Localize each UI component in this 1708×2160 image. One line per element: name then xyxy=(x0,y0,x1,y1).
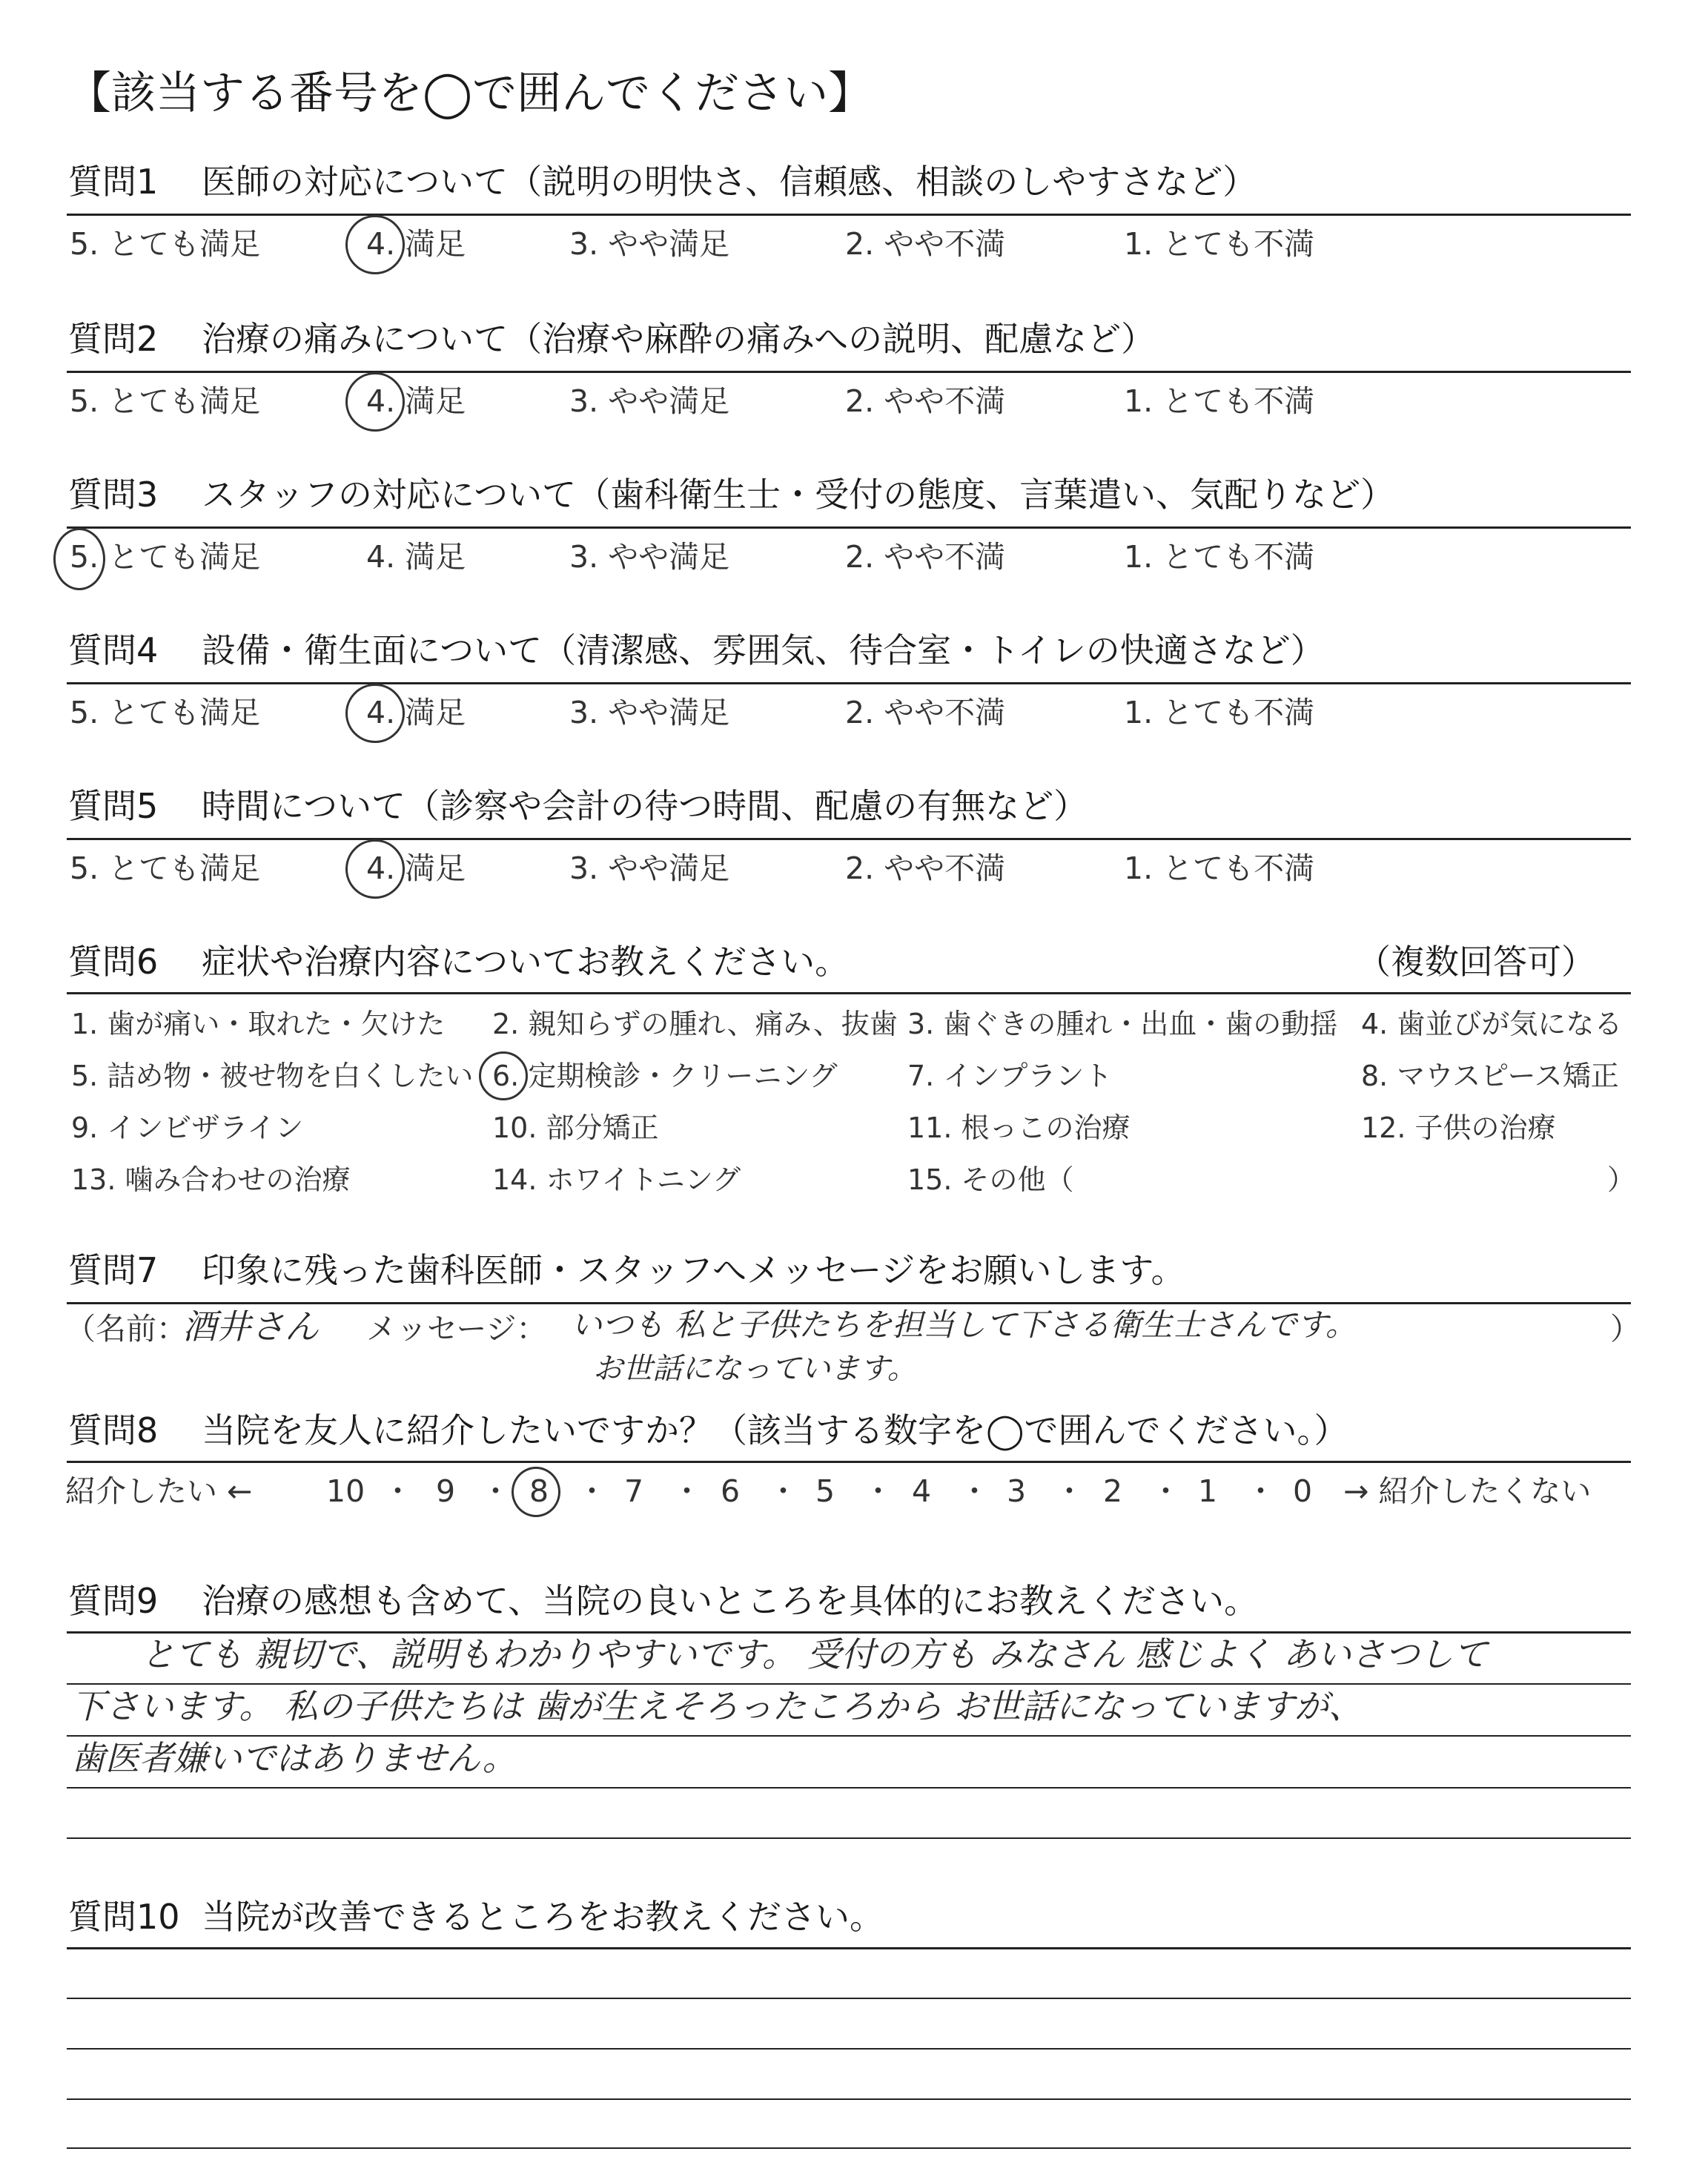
q1-option-3[interactable]: 3. やや満足 xyxy=(569,226,730,262)
q10-label: 質問10 xyxy=(68,1897,180,1937)
q8-selection-circle xyxy=(512,1467,560,1517)
q8-dot: ・ xyxy=(768,1473,798,1509)
q6-item-8[interactable]: 8. マウスピース矯正 xyxy=(1361,1060,1619,1092)
q6-item-4[interactable]: 4. 歯並びが気になる xyxy=(1361,1008,1623,1040)
q7-text: 印象に残った歯科医師・スタッフへメッセージをお願いします。 xyxy=(202,1250,1185,1290)
q6-item-13[interactable]: 13. 噛み合わせの治療 xyxy=(71,1163,351,1196)
q1-option-5[interactable]: 5. とても満足 xyxy=(70,226,261,262)
q8-text: 当院を友人に紹介したいですか？（該当する数字を◯で囲んでください。） xyxy=(202,1410,1348,1450)
q5-label: 質問5 xyxy=(68,786,159,826)
q9-answer-line-2[interactable]: 下さいます。 私の子供たちは 歯が生えそろったころから お世話になっていますが、 xyxy=(71,1686,1363,1726)
q3-option-2[interactable]: 2. やや不満 xyxy=(845,539,1006,575)
q6-item-11[interactable]: 11. 根っこの治療 xyxy=(907,1112,1131,1144)
q2-selection-circle xyxy=(345,372,405,432)
q9-answer-rule xyxy=(67,1837,1631,1839)
q3-option-4[interactable]: 4. 満足 xyxy=(366,539,466,575)
q8-scale-4[interactable]: 4 xyxy=(912,1473,932,1509)
q6-item-14[interactable]: 14. ホワイトニング xyxy=(492,1163,741,1196)
q4-text: 設備・衛生面について（清潔感、雰囲気、待合室・トイレの快適さなど） xyxy=(202,630,1325,670)
q5-option-3[interactable]: 3. やや満足 xyxy=(569,851,730,886)
q8-dot: ・ xyxy=(383,1473,413,1509)
q6-item-10[interactable]: 10. 部分矯正 xyxy=(492,1112,659,1144)
q1-text: 医師の対応について（説明の明快さ、信頼感、相談のしやすさなど） xyxy=(202,162,1257,202)
q8-dot: ・ xyxy=(1054,1473,1085,1509)
q8-right-label: → 紹介したくない xyxy=(1343,1473,1592,1509)
q7-label: 質問7 xyxy=(68,1250,159,1290)
q2-option-5[interactable]: 5. とても満足 xyxy=(70,383,261,419)
q8-scale-3[interactable]: 3 xyxy=(1007,1473,1027,1509)
q2-text: 治療の痛みについて（治療や麻酔の痛みへの説明、配慮など） xyxy=(202,319,1156,359)
q7-close-paren: ） xyxy=(1610,1311,1641,1347)
q3-rule xyxy=(67,526,1631,529)
q7-rule xyxy=(67,1302,1631,1304)
q7-name-label: （名前： xyxy=(65,1311,187,1347)
q6-item-5[interactable]: 5. 詰め物・被せ物を白くしたい xyxy=(71,1060,474,1092)
q1-option-1[interactable]: 1. とても不満 xyxy=(1124,226,1315,262)
q8-dot: ・ xyxy=(1245,1473,1276,1509)
q5-option-5[interactable]: 5. とても満足 xyxy=(70,851,261,886)
q1-rule xyxy=(67,214,1631,216)
q4-option-3[interactable]: 3. やや満足 xyxy=(569,695,730,730)
q9-answer-rule xyxy=(67,1735,1631,1737)
q6-note: （複数回答可） xyxy=(1357,942,1595,982)
q4-label: 質問4 xyxy=(68,630,159,670)
q8-scale-6[interactable]: 6 xyxy=(721,1473,741,1509)
q5-rule xyxy=(67,838,1631,840)
q8-rule xyxy=(67,1461,1631,1463)
q4-option-1[interactable]: 1. とても不満 xyxy=(1124,695,1315,730)
q1-option-2[interactable]: 2. やや不満 xyxy=(845,226,1006,262)
q2-option-4[interactable]: 4. 満足 xyxy=(366,383,466,419)
q8-dot: ・ xyxy=(863,1473,893,1509)
q8-dot: ・ xyxy=(1151,1473,1181,1509)
q8-scale-1[interactable]: 1 xyxy=(1198,1473,1218,1509)
q9-answer-rule xyxy=(67,1787,1631,1789)
q8-scale-2[interactable]: 2 xyxy=(1103,1473,1123,1509)
q5-option-2[interactable]: 2. やや不満 xyxy=(845,851,1006,886)
q4-option-4[interactable]: 4. 満足 xyxy=(366,695,466,730)
q7-message-line-1[interactable]: いつも 私と子供たちを担当して下さる衛生士さんです。 xyxy=(571,1307,1357,1343)
q6-item-9[interactable]: 9. インビザライン xyxy=(71,1112,304,1144)
q3-selection-circle xyxy=(53,528,105,590)
q2-label: 質問2 xyxy=(68,319,159,359)
q10-answer-rule xyxy=(67,2098,1631,2100)
q4-selection-circle xyxy=(345,684,405,743)
q9-rule xyxy=(67,1631,1631,1634)
q4-rule xyxy=(67,682,1631,684)
q10-text: 当院が改善できるところをお教えください。 xyxy=(202,1897,884,1937)
q6-item-6[interactable]: 6. 定期検診・クリーニング xyxy=(492,1060,838,1092)
q6-item-3[interactable]: 3. 歯ぐきの腫れ・出血・歯の動揺 xyxy=(907,1008,1338,1040)
q10-answer-rule xyxy=(67,2048,1631,2050)
q9-label: 質問9 xyxy=(68,1581,159,1621)
q6-item-2[interactable]: 2. 親知らずの腫れ、痛み、抜歯 xyxy=(492,1008,898,1040)
q4-option-2[interactable]: 2. やや不満 xyxy=(845,695,1006,730)
q6-item-15[interactable]: 15. その他（ xyxy=(907,1163,1074,1196)
q1-option-4[interactable]: 4. 満足 xyxy=(366,226,466,262)
q2-option-2[interactable]: 2. やや不満 xyxy=(845,383,1006,419)
q8-dot: ・ xyxy=(672,1473,702,1509)
q10-answer-rule xyxy=(67,1998,1631,1999)
q8-scale-7[interactable]: 7 xyxy=(624,1473,644,1509)
q10-rule xyxy=(67,1947,1631,1949)
q9-text: 治療の感想も含めて、当院の良いところを具体的にお教えください。 xyxy=(202,1581,1259,1621)
q6-rule xyxy=(67,992,1631,994)
q7-message-label: メッセージ： xyxy=(366,1311,547,1347)
q6-text: 症状や治療内容についてお教えください。 xyxy=(202,942,850,982)
q10-answer-rule xyxy=(67,2147,1631,2149)
q8-dot: ・ xyxy=(480,1473,511,1509)
q8-scale-8[interactable]: 8 xyxy=(529,1473,549,1509)
q8-left-label: 紹介したい ← xyxy=(65,1473,253,1509)
q5-text: 時間について（診察や会計の待つ時間、配慮の有無など） xyxy=(202,786,1088,826)
q8-scale-5[interactable]: 5 xyxy=(815,1473,835,1509)
q6-item-12[interactable]: 12. 子供の治療 xyxy=(1361,1112,1556,1144)
q7-name-value[interactable]: 酒井さん xyxy=(182,1307,319,1347)
page-title: 【該当する番号を◯で囲んでください】 xyxy=(67,67,873,119)
q8-scale-9[interactable]: 9 xyxy=(436,1473,456,1509)
q3-label: 質問3 xyxy=(68,475,159,515)
q5-option-4[interactable]: 4. 満足 xyxy=(366,851,466,886)
q3-option-5[interactable]: 5. とても満足 xyxy=(70,539,261,575)
q3-text: スタッフの対応について（歯科衛生士・受付の態度、言葉遣い、気配りなど） xyxy=(202,475,1395,515)
q6-selection-circle xyxy=(479,1051,528,1100)
q5-selection-circle xyxy=(345,839,405,899)
q9-answer-line-3[interactable]: 歯医者嫌いではありません。 xyxy=(71,1738,517,1778)
q9-answer-line-1[interactable]: とても 親切で、説明もわかりやすいです。 受付の方も みなさん 感じよく あいさつして xyxy=(141,1634,1488,1674)
q2-rule xyxy=(67,371,1631,373)
q4-option-5[interactable]: 5. とても満足 xyxy=(70,695,261,730)
q1-label: 質問1 xyxy=(68,162,159,202)
q3-option-3[interactable]: 3. やや満足 xyxy=(569,539,730,575)
q8-label: 質問8 xyxy=(68,1410,159,1450)
q6-item-7[interactable]: 7. インプラント xyxy=(907,1060,1113,1092)
q8-scale-10[interactable]: 10 xyxy=(326,1473,365,1509)
q7-message-line-2[interactable]: お世話になっています。 xyxy=(593,1352,917,1386)
q8-scale-0[interactable]: 0 xyxy=(1293,1473,1313,1509)
q6-label: 質問6 xyxy=(68,942,159,982)
q2-option-1[interactable]: 1. とても不満 xyxy=(1124,383,1315,419)
q3-option-1[interactable]: 1. とても不満 xyxy=(1124,539,1315,575)
q2-option-3[interactable]: 3. やや満足 xyxy=(569,383,730,419)
q1-selection-circle xyxy=(345,215,405,274)
q9-answer-rule xyxy=(67,1683,1631,1685)
q5-option-1[interactable]: 1. とても不満 xyxy=(1124,851,1315,886)
q8-dot: ・ xyxy=(959,1473,990,1509)
q8-dot: ・ xyxy=(577,1473,607,1509)
q6-item-15-close-paren: ） xyxy=(1607,1163,1636,1196)
q6-item-1[interactable]: 1. 歯が痛い・取れた・欠けた xyxy=(71,1008,446,1040)
